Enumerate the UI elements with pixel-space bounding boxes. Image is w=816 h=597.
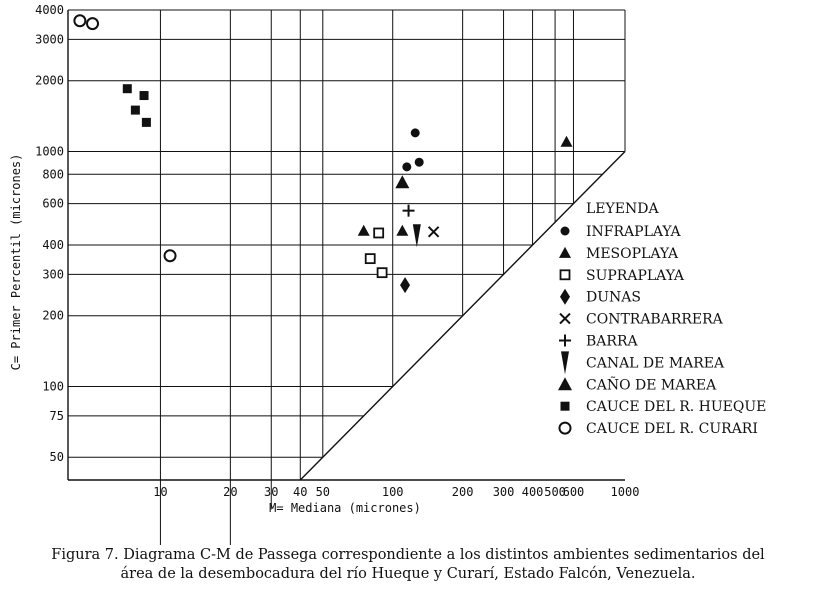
data-point — [131, 106, 140, 115]
data-point — [395, 175, 409, 188]
series-cauce-del-r-hueque — [123, 84, 151, 127]
series-contrabarrera — [429, 227, 439, 237]
legend-marker — [559, 335, 571, 347]
data-point — [400, 277, 410, 293]
y-tick-label: 4000 — [35, 3, 64, 17]
legend-marker — [560, 289, 570, 305]
data-point — [374, 228, 383, 237]
legend-marker — [561, 270, 570, 279]
series-canal-de-marea — [413, 224, 421, 247]
legend-label: CAÑO DE MAREA — [586, 377, 717, 394]
x-tick-label: 400 — [521, 485, 544, 499]
series-infraplaya — [402, 128, 423, 171]
x-tick-label: 500 — [544, 485, 566, 499]
data-point — [415, 158, 424, 167]
legend-marker — [561, 402, 570, 411]
legend-label: CONTRABARRERA — [586, 311, 723, 328]
data-point — [413, 224, 421, 247]
caption-line-1: Figura 7. Diagrama C-M de Passega correspondiente a los distintos ambientes sedimentarios del — [51, 547, 765, 563]
legend-label: CANAL DE MAREA — [586, 355, 725, 372]
legend-marker — [561, 351, 569, 374]
y-tick-label: 3000 — [35, 32, 64, 47]
y-tick-label: 300 — [42, 267, 64, 282]
data-point — [429, 227, 439, 237]
y-tick-label: 200 — [42, 308, 64, 323]
x-tick-label: 50 — [315, 485, 331, 499]
y-tick-label: 50 — [49, 450, 64, 465]
data-point — [87, 18, 98, 29]
legend-label: INFRAPLAYA — [586, 224, 681, 240]
data-point — [142, 118, 151, 127]
legend-marker — [558, 377, 572, 390]
data-point — [561, 136, 573, 147]
x-tick-label: 20 — [223, 485, 238, 499]
data-point — [366, 254, 375, 263]
legend-label: BARRA — [586, 333, 638, 350]
data-point — [403, 205, 415, 217]
data-point — [378, 268, 387, 277]
data-point — [123, 84, 132, 93]
y-tick-label: 600 — [42, 196, 64, 211]
legend-label: SUPRAPLAYA — [586, 267, 684, 284]
series-mesoplaya — [358, 136, 573, 236]
data-point — [74, 15, 85, 26]
legend-marker — [561, 227, 570, 236]
x-tick-label: 1000 — [610, 485, 640, 499]
series-supraplaya — [366, 228, 387, 277]
x-tick-label: 100 — [381, 485, 404, 499]
y-tick-label: 100 — [42, 379, 64, 394]
y-tick-label: 1000 — [35, 144, 64, 159]
figure-caption — [0, 546, 816, 584]
x-tick-label: 600 — [562, 485, 585, 499]
chart-grid — [68, 10, 625, 545]
legend-label: MESOPLAYA — [586, 245, 679, 262]
y-tick-label: 75 — [49, 408, 64, 423]
legend-marker — [560, 423, 571, 434]
x-axis-title: M= Mediana (micrones) — [269, 501, 421, 515]
legend-marker — [560, 314, 570, 324]
y-tick-label: 400 — [42, 238, 64, 252]
series-dunas — [400, 277, 410, 293]
y-tick-labels — [35, 3, 64, 464]
y-tick-label: 2000 — [35, 73, 64, 88]
data-point — [411, 128, 420, 137]
data-point — [358, 225, 370, 236]
data-point — [402, 162, 411, 171]
legend-label: CAUCE DEL R. CURARI — [586, 421, 758, 438]
data-point — [165, 250, 176, 261]
x-tick-label: 40 — [293, 485, 308, 499]
series-barra — [403, 205, 415, 217]
legend-label: CAUCE DEL R. HUEQUE — [586, 399, 767, 416]
x-tick-label: 300 — [492, 485, 515, 499]
y-tick-label: 800 — [42, 167, 64, 182]
data-points — [74, 15, 572, 293]
data-point — [140, 91, 149, 100]
x-tick-label: 30 — [264, 485, 279, 499]
x-tick-label: 200 — [451, 485, 474, 499]
caption-line-2: área de la desembocadura del río Hueque y Curarí, Estado Falcón, Venezuela. — [120, 566, 696, 582]
legend — [558, 201, 766, 437]
y-axis-title: C= Primer Percentil (micrones) — [9, 153, 23, 371]
legend-label: DUNAS — [586, 289, 641, 306]
x-tick-labels — [153, 485, 639, 499]
series-ca-o-de-marea — [395, 175, 409, 188]
legend-title: LEYENDA — [586, 201, 659, 217]
data-point — [396, 225, 408, 236]
legend-marker — [559, 247, 571, 258]
x-tick-label: 10 — [153, 485, 168, 499]
